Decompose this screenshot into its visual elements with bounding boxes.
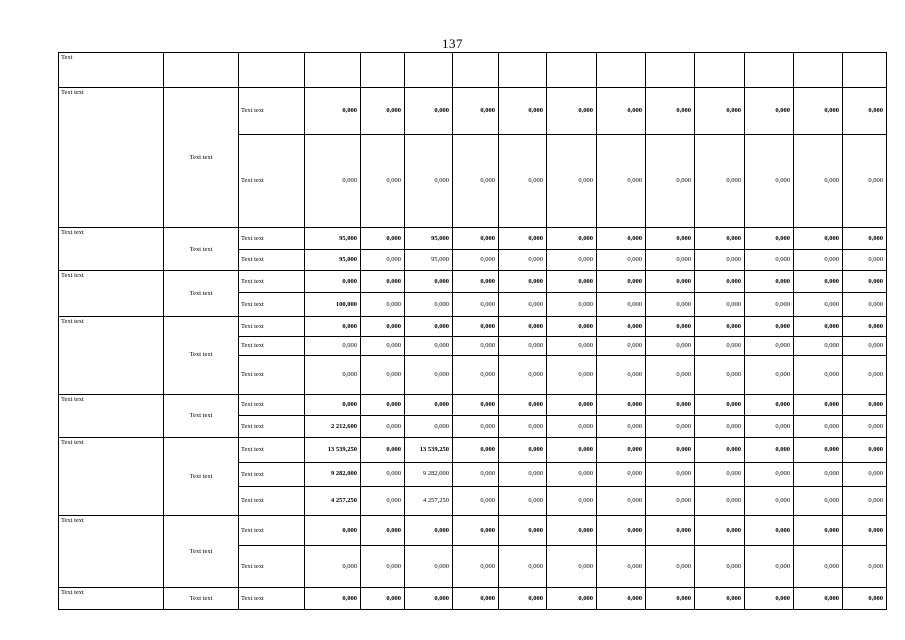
- activity-name-cell: Text text: [59, 228, 164, 271]
- page-number: 137: [442, 36, 463, 51]
- amount-cell: 0,000: [499, 271, 547, 293]
- amount-cell: 0,000: [794, 271, 843, 293]
- amount-cell: 0,000: [745, 337, 794, 355]
- amount-cell: 0,000: [453, 249, 499, 271]
- amount-cell: 0,000: [453, 416, 499, 438]
- amount-cell: 9 282,000: [405, 462, 453, 486]
- amount-cell: 0,000: [305, 337, 361, 355]
- amount-cell: 0,000: [646, 546, 695, 588]
- amount-cell: 0,000: [646, 87, 695, 135]
- amount-cell: 95,000: [305, 249, 361, 271]
- amount-cell: 0,000: [305, 316, 361, 337]
- amount-cell: 0,000: [794, 249, 843, 271]
- amount-cell: 0,000: [453, 135, 499, 228]
- amount-cell: 0,000: [361, 515, 405, 545]
- amount-cell: 0,000: [843, 337, 887, 355]
- amount-cell: 0,000: [597, 293, 646, 317]
- amount-cell: 0,000: [646, 337, 695, 355]
- amount-cell: 0,000: [499, 437, 547, 462]
- amount-cell: 0,000: [695, 271, 745, 293]
- amount-cell: [361, 53, 405, 88]
- amount-cell: 0,000: [646, 249, 695, 271]
- table-row: [59, 588, 887, 610]
- amount-cell: 0,000: [361, 271, 405, 293]
- amount-cell: 0,000: [745, 228, 794, 250]
- amount-cell: 0,000: [499, 228, 547, 250]
- amount-cell: 0,000: [305, 135, 361, 228]
- amount-cell: 100,000: [305, 293, 361, 317]
- executor-cell: Text text: [164, 394, 239, 437]
- amount-cell: 0,000: [597, 87, 646, 135]
- amount-cell: 0,000: [745, 546, 794, 588]
- amount-cell: 0,000: [745, 316, 794, 337]
- amount-cell: 95,000: [405, 228, 453, 250]
- amount-cell: 0,000: [361, 293, 405, 317]
- funding-source-cell: Text text: [239, 228, 305, 250]
- amount-cell: 0,000: [547, 486, 597, 515]
- amount-cell: 0,000: [361, 249, 405, 271]
- amount-cell: [305, 53, 361, 88]
- amount-cell: 0,000: [794, 588, 843, 610]
- amount-cell: [843, 53, 887, 88]
- amount-cell: 0,000: [361, 416, 405, 438]
- amount-cell: 0,000: [843, 316, 887, 337]
- amount-cell: 0,000: [405, 316, 453, 337]
- amount-cell: 0,000: [547, 271, 597, 293]
- funding-source-cell: Text text: [239, 337, 305, 355]
- amount-cell: 0,000: [646, 355, 695, 394]
- activity-name-cell: Text text: [59, 437, 164, 515]
- amount-cell: 0,000: [453, 588, 499, 610]
- amount-cell: 0,000: [453, 228, 499, 250]
- amount-cell: 0,000: [547, 394, 597, 416]
- amount-cell: 0,000: [695, 546, 745, 588]
- amount-cell: 0,000: [745, 271, 794, 293]
- table-row: [59, 53, 887, 88]
- amount-cell: 0,000: [745, 462, 794, 486]
- amount-cell: 0,000: [361, 437, 405, 462]
- amount-cell: 0,000: [745, 394, 794, 416]
- amount-cell: 0,000: [361, 462, 405, 486]
- activity-name-cell: Text: [59, 53, 164, 88]
- amount-cell: 0,000: [794, 355, 843, 394]
- amount-cell: 0,000: [745, 355, 794, 394]
- amount-cell: 0,000: [597, 135, 646, 228]
- executor-cell: Text text: [164, 271, 239, 316]
- amount-cell: 0,000: [597, 271, 646, 293]
- amount-cell: 0,000: [361, 546, 405, 588]
- amount-cell: 0,000: [361, 228, 405, 250]
- amount-cell: 0,000: [547, 437, 597, 462]
- executor-cell: Text text: [164, 316, 239, 394]
- amount-cell: 0,000: [843, 355, 887, 394]
- funding-source-cell: Text text: [239, 87, 305, 135]
- amount-cell: 95,000: [305, 228, 361, 250]
- amount-cell: 0,000: [646, 437, 695, 462]
- amount-cell: 0,000: [843, 462, 887, 486]
- amount-cell: [597, 53, 646, 88]
- amount-cell: 0,000: [597, 337, 646, 355]
- funding-source-cell: Text text: [239, 355, 305, 394]
- amount-cell: 0,000: [361, 316, 405, 337]
- amount-cell: 0,000: [499, 293, 547, 317]
- amount-cell: 0,000: [405, 87, 453, 135]
- amount-cell: 0,000: [646, 515, 695, 545]
- table-row: [59, 228, 887, 250]
- amount-cell: 0,000: [453, 337, 499, 355]
- amount-cell: 0,000: [361, 87, 405, 135]
- amount-cell: 0,000: [405, 515, 453, 545]
- amount-cell: [453, 53, 499, 88]
- amount-cell: 0,000: [405, 588, 453, 610]
- amount-cell: 0,000: [597, 316, 646, 337]
- funding-source-cell: Text text: [239, 486, 305, 515]
- amount-cell: 0,000: [794, 87, 843, 135]
- amount-cell: 0,000: [794, 486, 843, 515]
- amount-cell: 0,000: [843, 437, 887, 462]
- amount-cell: 0,000: [305, 394, 361, 416]
- amount-cell: 0,000: [405, 355, 453, 394]
- funding-source-cell: Text text: [239, 546, 305, 588]
- amount-cell: 0,000: [453, 486, 499, 515]
- amount-cell: 0,000: [843, 135, 887, 228]
- amount-cell: 0,000: [405, 293, 453, 317]
- activity-name-cell: Text text: [59, 394, 164, 437]
- amount-cell: 0,000: [646, 316, 695, 337]
- amount-cell: 0,000: [695, 515, 745, 545]
- amount-cell: 0,000: [695, 249, 745, 271]
- amount-cell: 13 539,250: [305, 437, 361, 462]
- amount-cell: 0,000: [745, 293, 794, 317]
- amount-cell: 0,000: [646, 462, 695, 486]
- amount-cell: [695, 53, 745, 88]
- amount-cell: 0,000: [646, 394, 695, 416]
- amount-cell: 4 257,250: [305, 486, 361, 515]
- amount-cell: 0,000: [361, 588, 405, 610]
- amount-cell: 0,000: [499, 394, 547, 416]
- amount-cell: 0,000: [453, 87, 499, 135]
- table-row: [59, 437, 887, 462]
- amount-cell: 0,000: [794, 416, 843, 438]
- amount-cell: 0,000: [695, 135, 745, 228]
- amount-cell: 4 257,250: [405, 486, 453, 515]
- table-row: [59, 515, 887, 545]
- amount-cell: 0,000: [597, 355, 646, 394]
- amount-cell: 0,000: [499, 462, 547, 486]
- amount-cell: 0,000: [453, 437, 499, 462]
- amount-cell: [745, 53, 794, 88]
- amount-cell: 0,000: [547, 337, 597, 355]
- amount-cell: 0,000: [794, 515, 843, 545]
- amount-cell: 0,000: [597, 249, 646, 271]
- amount-cell: 0,000: [843, 515, 887, 545]
- amount-cell: 95,000: [405, 249, 453, 271]
- funding-source-cell: Text text: [239, 271, 305, 293]
- amount-cell: 0,000: [794, 316, 843, 337]
- amount-cell: 0,000: [695, 486, 745, 515]
- funding-source-cell: Text text: [239, 249, 305, 271]
- amount-cell: 0,000: [794, 337, 843, 355]
- executor-cell: Text text: [164, 588, 239, 610]
- amount-cell: 0,000: [646, 293, 695, 317]
- amount-cell: 0,000: [499, 588, 547, 610]
- amount-cell: 0,000: [794, 462, 843, 486]
- amount-cell: 0,000: [453, 462, 499, 486]
- amount-cell: 0,000: [499, 87, 547, 135]
- amount-cell: 0,000: [405, 135, 453, 228]
- funding-source-cell: Text text: [239, 293, 305, 317]
- amount-cell: 0,000: [305, 355, 361, 394]
- amount-cell: 0,000: [745, 486, 794, 515]
- amount-cell: 0,000: [646, 228, 695, 250]
- amount-cell: 0,000: [499, 416, 547, 438]
- table-row: [59, 394, 887, 416]
- activity-name-cell: Text text: [59, 271, 164, 316]
- activity-name-cell: Text text: [59, 588, 164, 610]
- amount-cell: 0,000: [843, 271, 887, 293]
- amount-cell: 0,000: [745, 249, 794, 271]
- amount-cell: 0,000: [405, 271, 453, 293]
- amount-cell: 0,000: [305, 87, 361, 135]
- table-row: [59, 87, 887, 135]
- amount-cell: 0,000: [305, 588, 361, 610]
- amount-cell: 0,000: [361, 486, 405, 515]
- amount-cell: 0,000: [597, 486, 646, 515]
- amount-cell: [499, 53, 547, 88]
- amount-cell: 0,000: [695, 316, 745, 337]
- amount-cell: 0,000: [745, 135, 794, 228]
- amount-cell: 0,000: [597, 437, 646, 462]
- funding-source-cell: [239, 53, 305, 88]
- amount-cell: 9 282,000: [305, 462, 361, 486]
- amount-cell: 0,000: [305, 546, 361, 588]
- amount-cell: 0,000: [843, 416, 887, 438]
- amount-cell: 0,000: [547, 228, 597, 250]
- table-row: [59, 316, 887, 337]
- activity-name-cell: Text text: [59, 316, 164, 394]
- amount-cell: 0,000: [843, 486, 887, 515]
- amount-cell: 0,000: [405, 546, 453, 588]
- amount-cell: 0,000: [499, 515, 547, 545]
- funding-source-cell: Text text: [239, 416, 305, 438]
- amount-cell: 0,000: [646, 588, 695, 610]
- activity-name-cell: Text text: [59, 87, 164, 228]
- amount-cell: 0,000: [843, 546, 887, 588]
- funding-source-cell: Text text: [239, 316, 305, 337]
- amount-cell: 0,000: [597, 515, 646, 545]
- funding-source-cell: Text text: [239, 437, 305, 462]
- amount-cell: [794, 53, 843, 88]
- amount-cell: 0,000: [843, 293, 887, 317]
- amount-cell: 0,000: [305, 271, 361, 293]
- amount-cell: 0,000: [843, 588, 887, 610]
- amount-cell: 0,000: [794, 293, 843, 317]
- amount-cell: 0,000: [646, 135, 695, 228]
- amount-cell: 0,000: [597, 416, 646, 438]
- amount-cell: 0,000: [361, 135, 405, 228]
- amount-cell: 0,000: [405, 394, 453, 416]
- budget-table: [58, 52, 887, 610]
- amount-cell: 0,000: [597, 462, 646, 486]
- amount-cell: 0,000: [453, 316, 499, 337]
- amount-cell: 0,000: [695, 462, 745, 486]
- amount-cell: 0,000: [547, 416, 597, 438]
- executor-cell: [164, 53, 239, 88]
- executor-cell: Text text: [164, 228, 239, 271]
- amount-cell: 0,000: [547, 515, 597, 545]
- amount-cell: 0,000: [597, 394, 646, 416]
- amount-cell: 0,000: [695, 337, 745, 355]
- amount-cell: [405, 53, 453, 88]
- amount-cell: 0,000: [646, 416, 695, 438]
- amount-cell: 0,000: [695, 588, 745, 610]
- amount-cell: 0,000: [745, 87, 794, 135]
- amount-cell: 0,000: [305, 515, 361, 545]
- amount-cell: 0,000: [499, 355, 547, 394]
- funding-source-cell: Text text: [239, 588, 305, 610]
- amount-cell: 0,000: [453, 271, 499, 293]
- amount-cell: 0,000: [547, 588, 597, 610]
- amount-cell: 0,000: [597, 546, 646, 588]
- amount-cell: 0,000: [405, 416, 453, 438]
- amount-cell: [646, 53, 695, 88]
- amount-cell: 0,000: [453, 293, 499, 317]
- amount-cell: 0,000: [499, 546, 547, 588]
- amount-cell: 0,000: [695, 228, 745, 250]
- amount-cell: 0,000: [499, 337, 547, 355]
- amount-cell: 0,000: [499, 316, 547, 337]
- amount-cell: 0,000: [453, 355, 499, 394]
- executor-cell: Text text: [164, 515, 239, 587]
- amount-cell: 0,000: [695, 394, 745, 416]
- amount-cell: 0,000: [453, 515, 499, 545]
- amount-cell: 0,000: [745, 437, 794, 462]
- amount-cell: 0,000: [695, 416, 745, 438]
- amount-cell: 0,000: [547, 249, 597, 271]
- amount-cell: 0,000: [547, 316, 597, 337]
- activity-name-cell: Text text: [59, 515, 164, 587]
- executor-cell: Text text: [164, 437, 239, 515]
- amount-cell: 0,000: [597, 228, 646, 250]
- amount-cell: 0,000: [745, 588, 794, 610]
- amount-cell: 0,000: [843, 394, 887, 416]
- amount-cell: 0,000: [405, 337, 453, 355]
- executor-cell: Text text: [164, 87, 239, 228]
- amount-cell: 0,000: [745, 515, 794, 545]
- amount-cell: 0,000: [843, 228, 887, 250]
- amount-cell: 0,000: [547, 462, 597, 486]
- amount-cell: 0,000: [499, 249, 547, 271]
- amount-cell: 0,000: [453, 546, 499, 588]
- funding-source-cell: Text text: [239, 462, 305, 486]
- amount-cell: 0,000: [794, 228, 843, 250]
- amount-cell: 0,000: [646, 486, 695, 515]
- funding-source-cell: Text text: [239, 515, 305, 545]
- amount-cell: 0,000: [843, 87, 887, 135]
- amount-cell: 0,000: [547, 355, 597, 394]
- amount-cell: 2 212,600: [305, 416, 361, 438]
- amount-cell: 0,000: [695, 437, 745, 462]
- amount-cell: 0,000: [499, 486, 547, 515]
- amount-cell: 0,000: [794, 394, 843, 416]
- amount-cell: 0,000: [695, 355, 745, 394]
- table-row: [59, 271, 887, 293]
- amount-cell: 0,000: [695, 293, 745, 317]
- amount-cell: 0,000: [453, 394, 499, 416]
- funding-source-cell: Text text: [239, 394, 305, 416]
- amount-cell: 13 539,250: [405, 437, 453, 462]
- amount-cell: 0,000: [499, 135, 547, 228]
- amount-cell: 0,000: [794, 437, 843, 462]
- amount-cell: 0,000: [361, 337, 405, 355]
- amount-cell: 0,000: [843, 249, 887, 271]
- amount-cell: 0,000: [745, 416, 794, 438]
- amount-cell: [547, 53, 597, 88]
- amount-cell: 0,000: [361, 355, 405, 394]
- amount-cell: 0,000: [547, 87, 597, 135]
- amount-cell: 0,000: [361, 394, 405, 416]
- funding-source-cell: Text text: [239, 135, 305, 228]
- amount-cell: 0,000: [695, 87, 745, 135]
- amount-cell: 0,000: [547, 135, 597, 228]
- amount-cell: 0,000: [597, 588, 646, 610]
- amount-cell: 0,000: [646, 271, 695, 293]
- amount-cell: 0,000: [547, 546, 597, 588]
- amount-cell: 0,000: [794, 546, 843, 588]
- amount-cell: 0,000: [794, 135, 843, 228]
- amount-cell: 0,000: [547, 293, 597, 317]
